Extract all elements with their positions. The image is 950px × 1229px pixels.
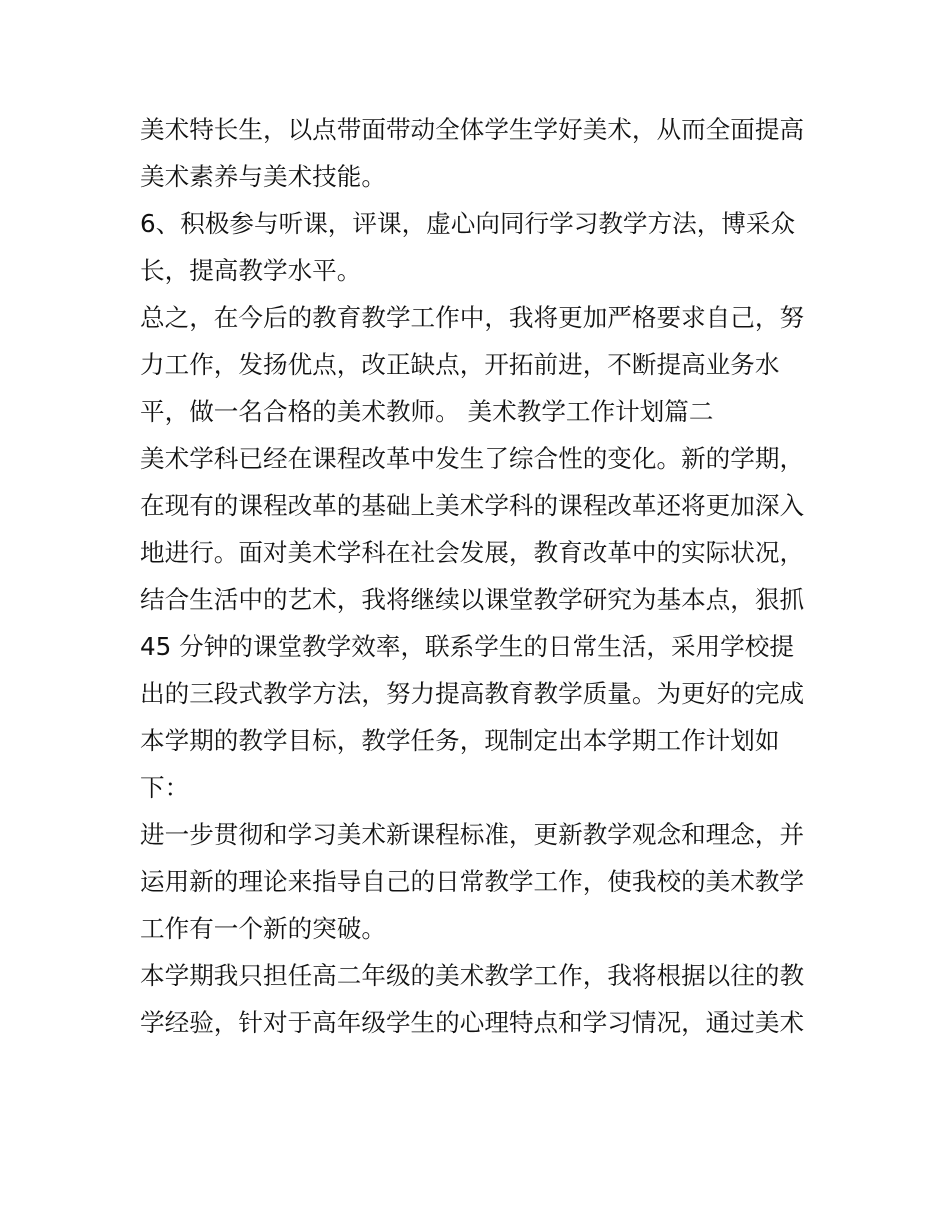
text-line: 本学期的教学目标，教学任务，现制定出本学期工作计划如 [140,726,780,755]
text-line: 6、积极参与听课，评课，虚心向同行学习教学方法，博采众 [140,209,796,238]
text-line: 平，做一名合格的美术教师。 美术教学工作计划篇二 [140,397,714,426]
text-line: 学经验，针对于高年级学生的心理特点和学习情况，通过美术 [140,1008,805,1037]
text-line: 美术学科已经在课程改革中发生了综合性的变化。新的学期， [140,444,805,473]
text-line: 出的三段式教学方法，努力提高教育教学质量。为更好的完成 [140,679,805,708]
text-line: 进一步贯彻和学习美术新课程标准，更新教学观念和理念，并 [140,820,805,849]
text-line: 长，提高教学水平。 [140,256,362,285]
text-line: 美术特长生，以点带面带动全体学生学好美术，从而全面提高 [140,115,805,144]
text-line: 总之，在今后的教育教学工作中，我将更加严格要求自己，努 [140,303,805,332]
text-line: 运用新的理论来指导自己的日常教学工作，使我校的美术教学 [140,867,805,896]
text-line: 下： [140,773,190,802]
text-line: 在现有的课程改革的基础上美术学科的课程改革还将更加深入 [140,491,805,520]
text-line: 45 分钟的课堂教学效率，联系学生的日常生活，采用学校提 [140,632,794,661]
text-line: 地进行。面对美术学科在社会发展，教育改革中的实际状况， [140,538,805,567]
text-line: 工作有一个新的突破。 [140,914,386,943]
text-line: 本学期我只担任高二年级的美术教学工作，我将根据以往的教 [140,961,805,990]
body-text [140,106,820,1046]
text-line: 力工作，发扬优点，改正缺点，开拓前进，不断提高业务水 [140,350,780,379]
text-line: 美术素养与美术技能。 [140,162,386,191]
text-line: 结合生活中的艺术，我将继续以课堂教学研究为基本点，狠抓 [140,585,805,614]
